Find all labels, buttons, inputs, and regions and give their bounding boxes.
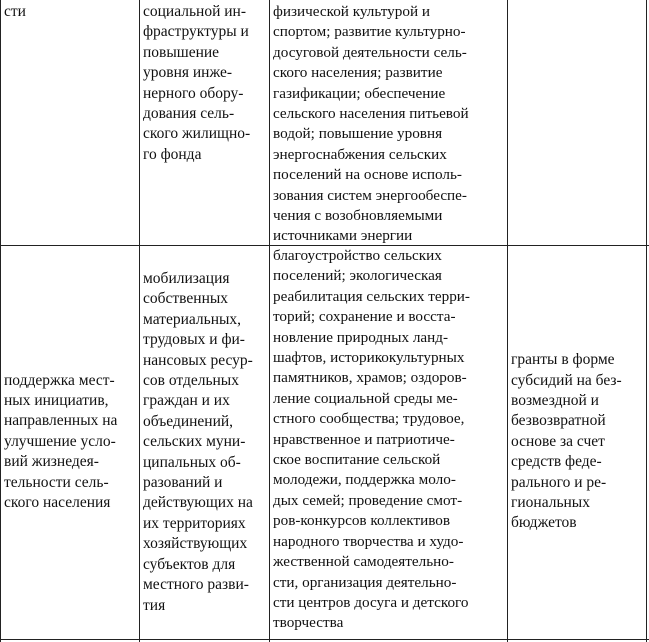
table-cell-row2-col2: мобилизация собственных материальных, трудовых и фи- нансовых ресур- сов отдельных граждан и их объединений, сельских муни- ципальных об- разований и действующих на их территориях хозяйствующих субъектов для местного разви- тия (143, 270, 253, 614)
table-cell-row2-col4 (508, 246, 645, 638)
table-cell-row2-col1 (1, 246, 138, 638)
cell-text: гранты в форме субсидий на без- возмездной и безвозвратной основе за счет средств феде- рального и ре- гиональных бюджетов (511, 351, 622, 532)
table-cell-row2-col3: благоустройство сельских поселений; экологическая реабилитация сельских терри- торий; сохранение и восста- новление природных ланд- шафтов, историкокультурных памятников, храмов; оздоров- ление социальной среды ме- стного сообщества; трудовое, нравственное и патриотиче- ское воспитание сельской молодежи, поддержка моло- дых семей; проведение смот- ров-конкурсов коллективов народного творчества и худо- жественной самодеятельно- сти, организация деятельно- сти центров досуга и детского творчества (273, 247, 470, 632)
table-cell-row1-col4 (508, 2, 645, 244)
table-border-right (646, 0, 647, 642)
table-cell-row1-col3: физической культурой и спортом; развитие культурно- досуговой деятельности сель- ского населения; развитие газификации; обеспечение сельского населения питьевой водой; повышение уровня энергоснабжения сельских поселений на основе исполь- зования систем энергообеспе- чения с возобновляемыми источниками энергии (273, 3, 469, 244)
cell-text: поддержка мест- ных инициатив, направленных на улучшение усло- вий жизнедея- тельности сель- ского населения (4, 371, 118, 512)
table-cell-row1-col1: сти (4, 3, 26, 20)
table-border-bottom (0, 639, 649, 640)
table-cell-row1-col2: социальной ин- фраструктуры и повышение уровня инже- нерного обору- дования сель- ского жилищно- го фонда (143, 3, 251, 163)
